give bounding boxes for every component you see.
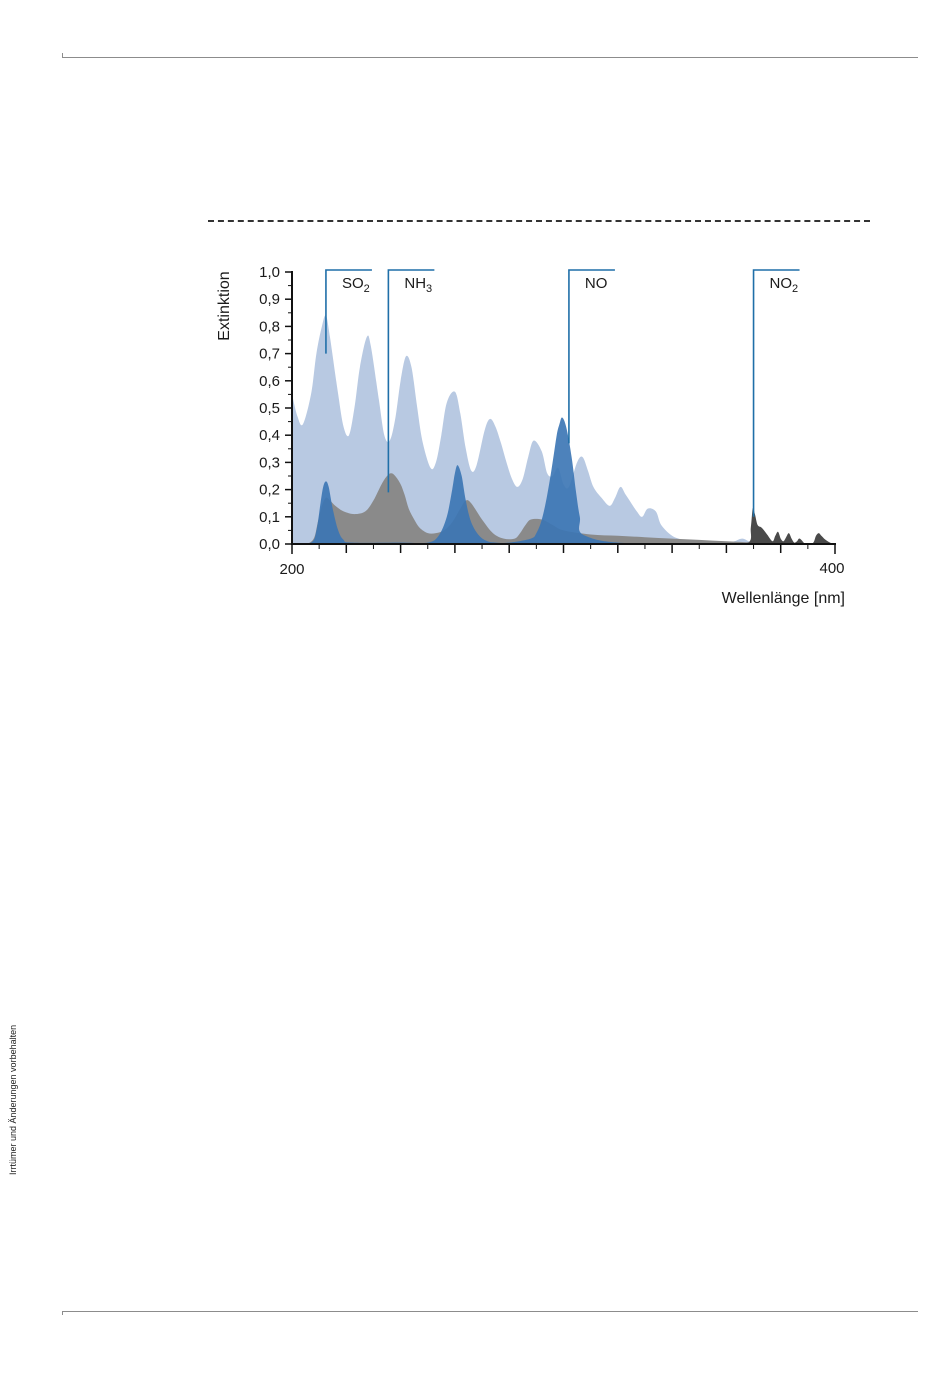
y-tick-label: 1,0: [259, 264, 280, 281]
bottom-rule-tick: [62, 1311, 63, 1315]
y-tick-label: 0,6: [259, 372, 280, 390]
y-tick-label: 0,1: [259, 508, 280, 526]
disclaimer-text: Irrtümer und Änderungen vorbehalten: [8, 1024, 18, 1175]
gas-label-no: NO: [584, 275, 608, 292]
disclaimer-vertical: [2, 1010, 22, 1175]
gas-label-so2: $SO_2$: [341, 275, 370, 295]
y-tick-label: 0,4: [259, 427, 280, 445]
y-tick-label: 0,3: [259, 454, 280, 472]
y-tick-label: 0,2: [259, 481, 280, 499]
y-tick-label: 0,5: [259, 400, 280, 417]
gas-label-no2-bracket: [754, 270, 800, 517]
y-tick-label: 0,0: [259, 536, 280, 553]
x-axis-title: Wellenlänge [nm]: [721, 590, 845, 607]
y-tick-label: 0,7: [259, 345, 280, 363]
gas-label-no2: $NO_2$: [769, 275, 799, 295]
gas-label-no-bracket: [569, 270, 615, 443]
y-axis-title: Extinktion: [216, 271, 233, 341]
y-tick-label: 0,8: [259, 318, 280, 336]
bottom-rule: [62, 1311, 918, 1312]
series-dark-gray: [721, 508, 835, 544]
gas-label-nh3: $NH_3$: [404, 275, 433, 295]
y-tick-label: 0,9: [259, 291, 280, 309]
x-tick-label: 200: [279, 561, 305, 578]
x-tick-label: 400: [819, 560, 845, 577]
absorption-spectrum-chart: [0, 0, 950, 640]
